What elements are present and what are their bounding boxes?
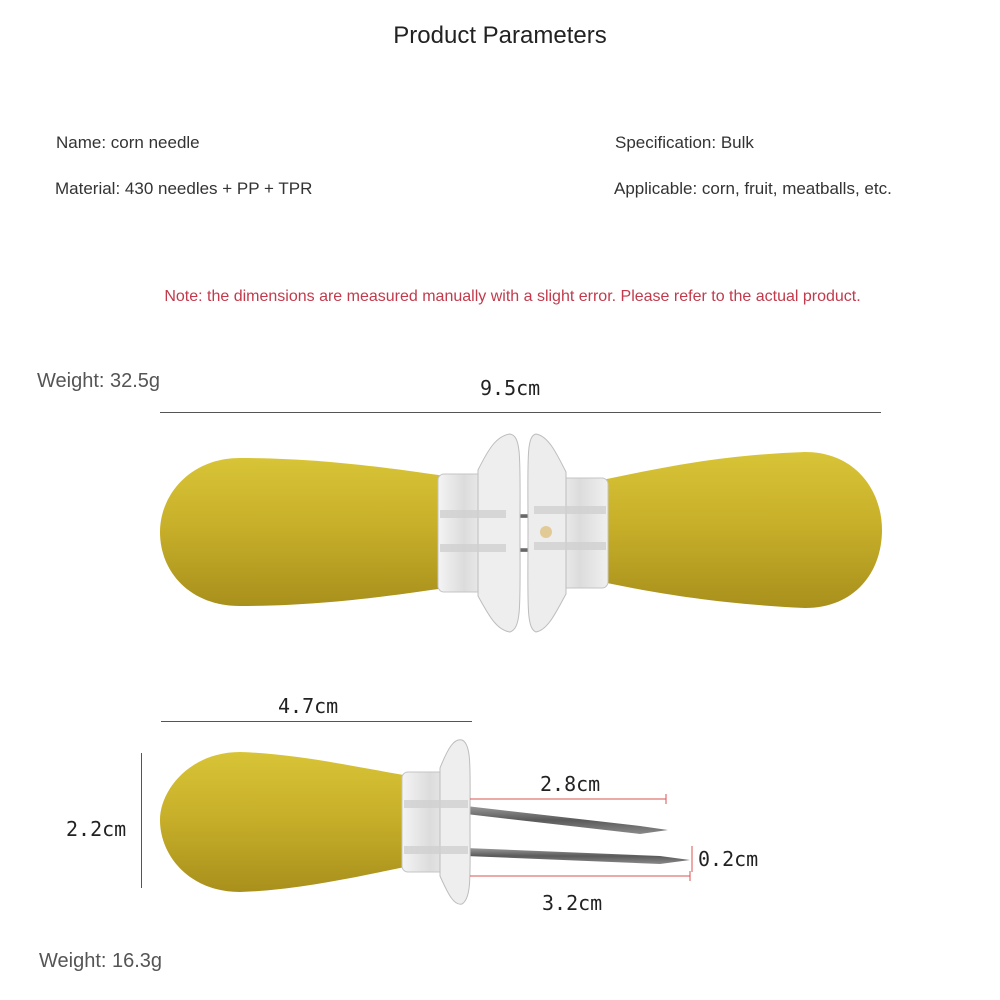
page-title: Product Parameters: [393, 22, 607, 49]
left-guard: [438, 434, 520, 632]
needle-diameter-label: 0.2cm: [698, 847, 759, 871]
param-name: Name: corn needle: [56, 133, 200, 152]
single-length-line: [161, 721, 472, 722]
needle-lower-length-label: 3.2cm: [542, 891, 603, 915]
single-height-line: [141, 753, 142, 888]
single-weight: Weight: 16.3g: [39, 950, 163, 972]
param-specification: Specification: Bulk: [615, 133, 754, 152]
single-handle: [160, 752, 410, 892]
pair-length-label: 9.5cm: [480, 376, 541, 400]
right-guard: [528, 434, 608, 632]
single-guard-flange: [440, 740, 470, 904]
needle-upper-length-label: 2.8cm: [540, 772, 601, 796]
measurement-note: Note: the dimensions are measured manually with a slight error. Please refer to the actual product.: [164, 288, 861, 305]
single-needle-upper: [466, 806, 668, 834]
single-length-label: 4.7cm: [278, 694, 339, 718]
single-height-label: 2.2cm: [66, 817, 127, 841]
param-material: Material: 430 needles + PP + TPR: [55, 179, 313, 198]
corn-holder-pair: [160, 434, 882, 632]
single-needle-lower: [466, 848, 690, 864]
param-applicable: Applicable: corn, fruit, meatballs, etc.: [614, 179, 892, 198]
corn-holder-single: [160, 740, 692, 904]
left-handle: [160, 458, 445, 606]
pair-weight: Weight: 32.5g: [37, 370, 161, 392]
right-handle: [602, 452, 882, 608]
